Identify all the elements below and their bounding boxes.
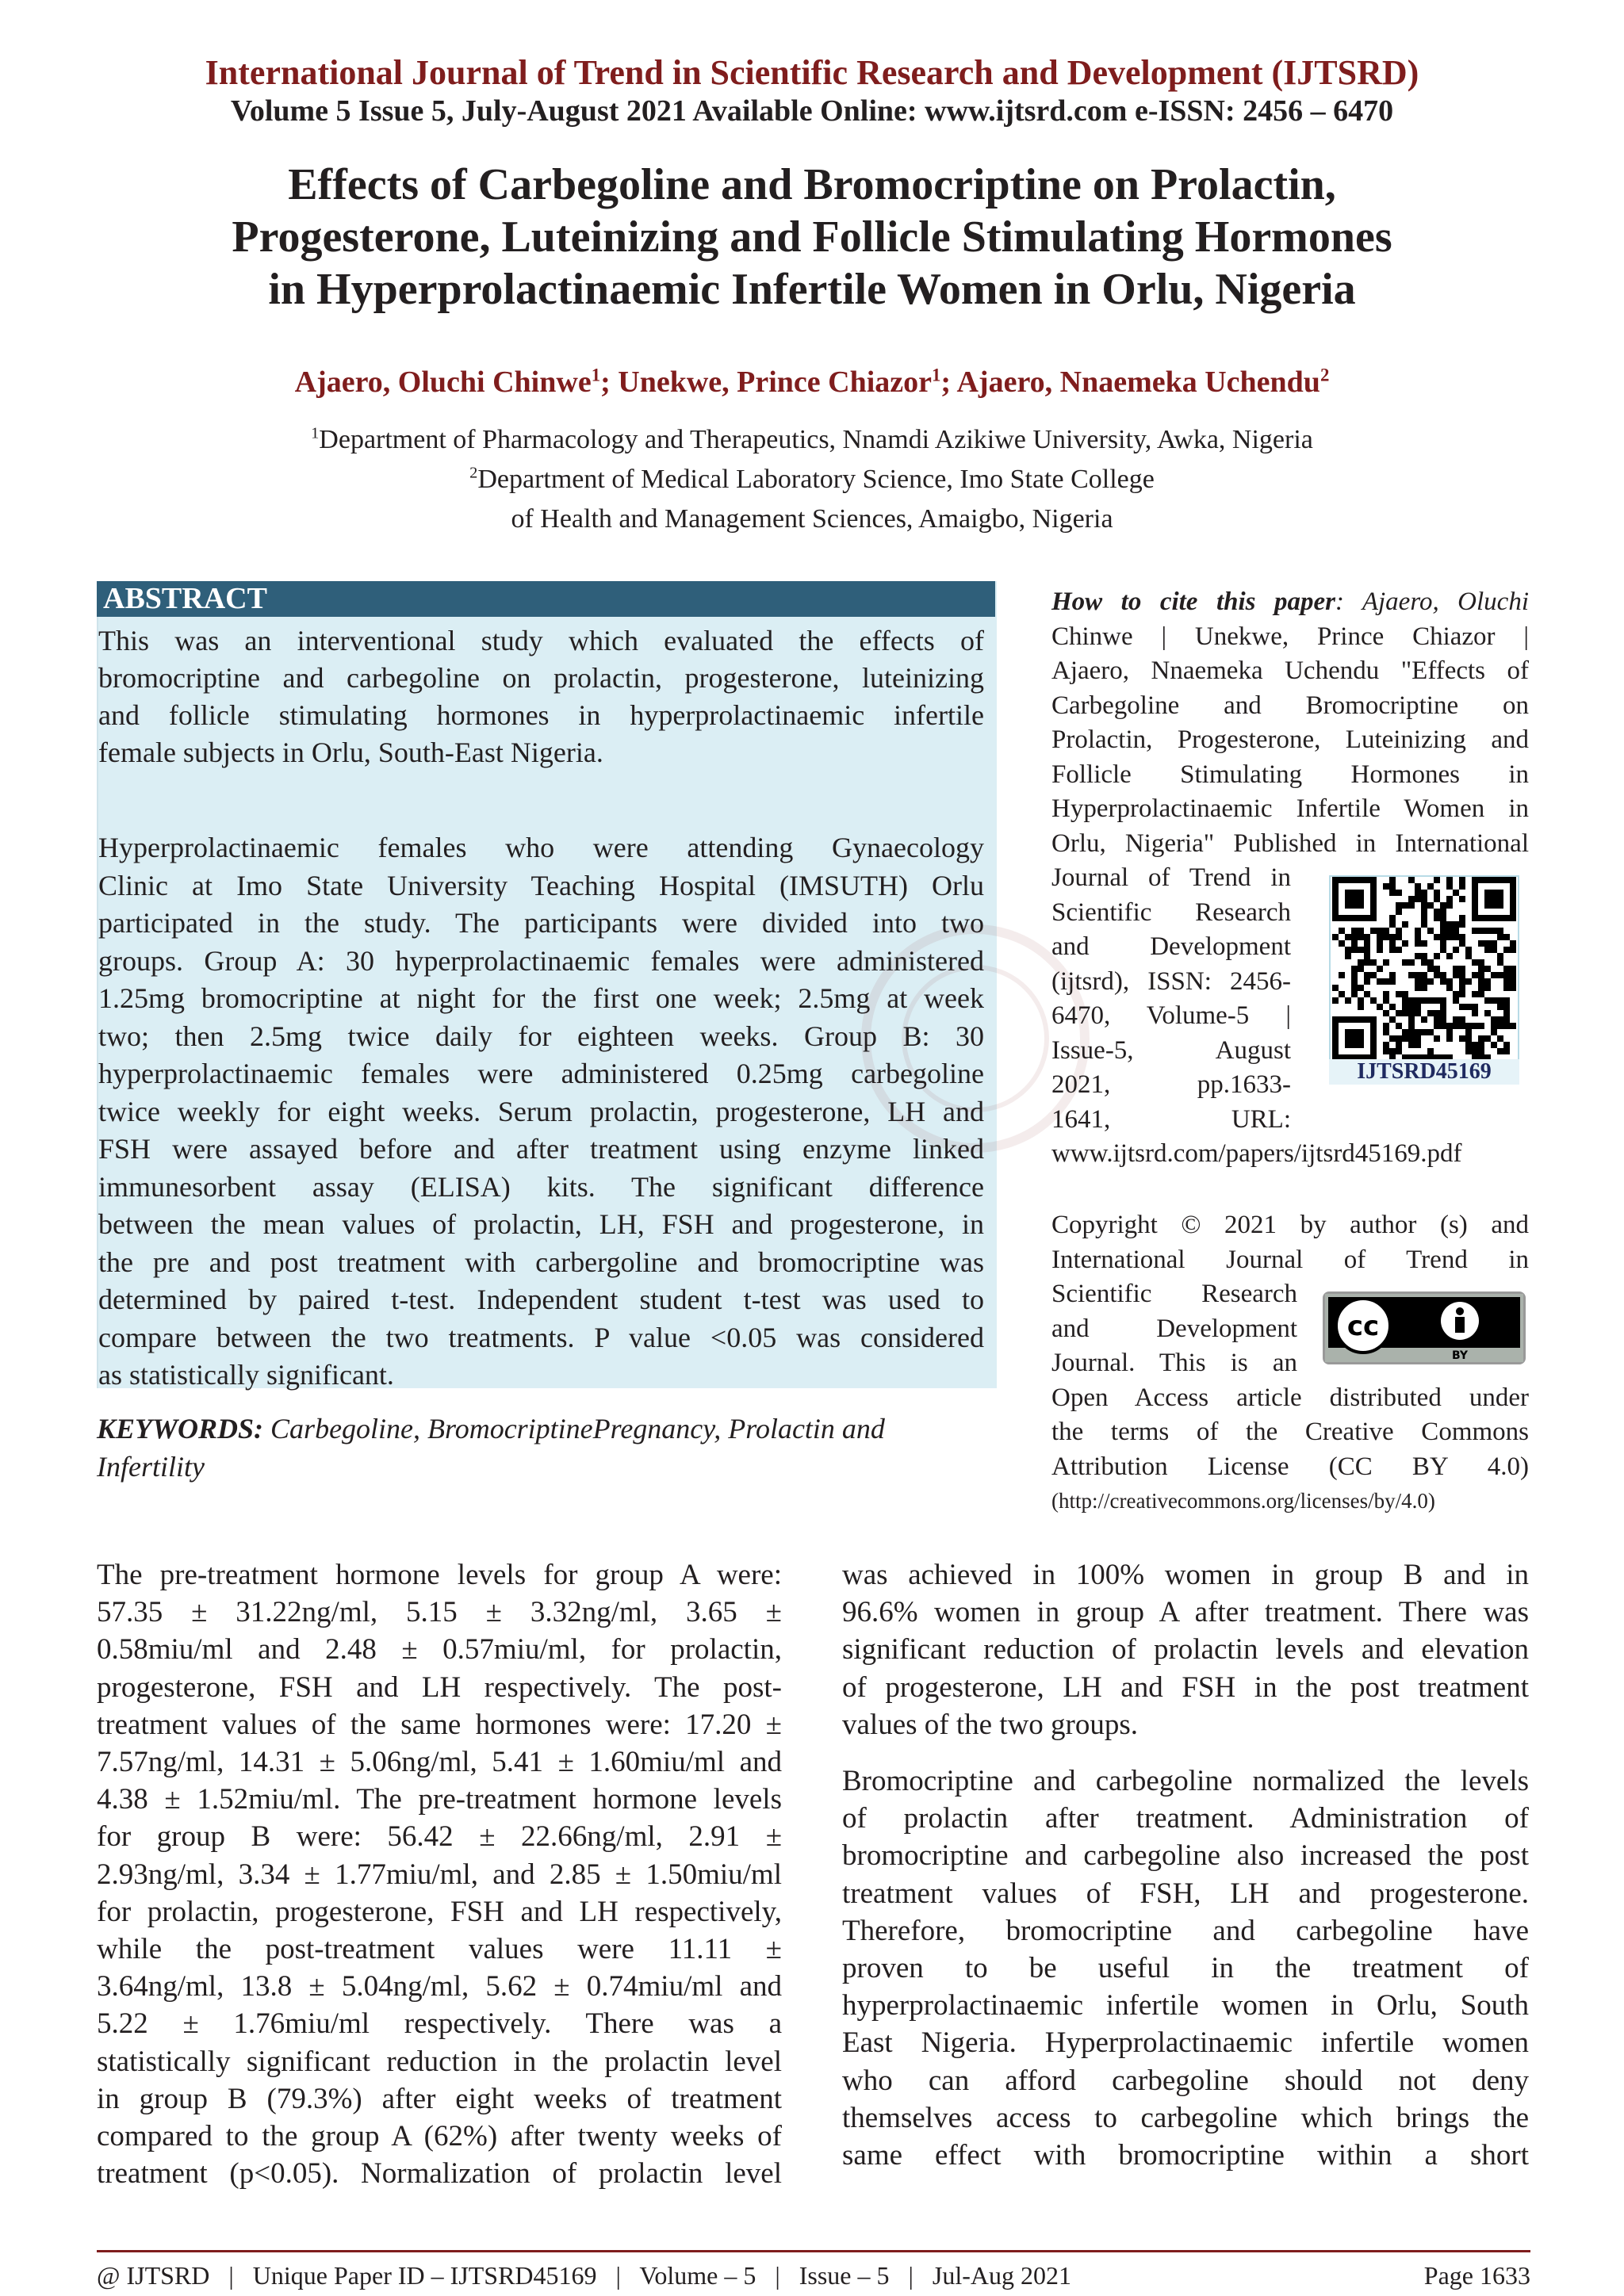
text-line: statistically significant reduction in the prolactin level [97, 2045, 782, 2078]
qr-label: IJTSRD45169 [1329, 1059, 1519, 1085]
text-line: Carbegoline and Bromocriptine on [1051, 691, 1529, 720]
author-separator: ; [940, 365, 957, 399]
text-line: The pre-treatment hormone levels for group A were: [97, 1559, 782, 1591]
text-line: This was an interventional study which evaluated the effects of [98, 625, 984, 656]
text-line: values of the two groups. [842, 1708, 1139, 1741]
affiliation: of Health and Management Sciences, Amaigbo, Nigeria [511, 504, 1113, 534]
affil-text: Department of Medical Laboratory Science, Imo State College [477, 465, 1155, 494]
citation-label: How to cite this paper [1051, 587, 1335, 616]
qr-code-icon [1331, 877, 1518, 1061]
text-line: Scientific Research [1051, 1280, 1297, 1308]
text-line: the pre and post treatment with carbergoline and bromocriptine was [98, 1246, 984, 1278]
text-line: two; then 2.5mg twice daily for eighteen weeks. Group B: 30 [98, 1020, 984, 1052]
text-line: proven to be useful in the treatment of [842, 1952, 1529, 1985]
keywords-line: Infertility [97, 1451, 205, 1483]
text-line: Hyperprolactinaemic Infertile Women in [1051, 794, 1529, 823]
text-line: Prolactin, Progesterone, Luteinizing and [1051, 725, 1529, 754]
text-line: bromocriptine and carbegoline on prolactin, progesterone, luteinizing [98, 662, 984, 694]
cc-by-badge[interactable] [1323, 1292, 1526, 1364]
text-line: and Development [1051, 1314, 1297, 1343]
text-line: was achieved in 100% women in group B and in [842, 1559, 1529, 1591]
text-line: 4.38 ± 1.52miu/ml. The pre-treatment hormone levels [97, 1783, 782, 1816]
text-line: for group B were: 56.42 ± 22.66ng/ml, 2.91 ± [97, 1820, 782, 1854]
keywords-line [97, 1410, 1001, 1448]
text-line: Journal of Trend in [1051, 863, 1291, 892]
text-line: significant reduction of prolactin levels and elevation [842, 1633, 1529, 1667]
text-line: between the mean values of prolactin, LH, FSH and progesterone, in [98, 1208, 984, 1240]
copyright-narrow [1051, 1277, 1297, 1381]
abstract-paragraph-1 [98, 622, 984, 771]
text-line: Hyperprolactinaemic females who were attending Gynaecology [98, 832, 984, 863]
keywords [97, 1410, 1001, 1486]
author-name: Ajaero, Nnaemeka Uchendu [956, 365, 1320, 399]
text-line: 1641, URL: [1051, 1104, 1291, 1134]
qr-code [1329, 875, 1519, 1069]
author-list [0, 365, 1624, 400]
text-line: twice weekly for eight weeks. Serum prolactin, progesterone, LH and [98, 1095, 984, 1127]
text-line: 2021, pp.1633- [1051, 1070, 1291, 1099]
text-line: who can afford carbegoline should not deny [842, 2064, 1529, 2097]
text-line: of progesterone, LH and FSH in the post treatment [842, 1670, 1529, 1704]
cc-mark: cc [1346, 1311, 1380, 1342]
journal-name: International Journal of Trend in Scientific Research and Development (IJTSRD) [205, 53, 1419, 92]
page-number: Page 1633 [1423, 2261, 1530, 2290]
author-name: Ajaero, Oluchi Chinwe [294, 365, 592, 399]
affil-mark: 2 [469, 464, 478, 482]
text-line: and Development [1051, 932, 1291, 961]
body-column-left [97, 1556, 782, 2192]
text-line: compare between the two treatments. P value <0.05 was considered [98, 1321, 984, 1353]
footer-rule [97, 2250, 1530, 2252]
text-line: female subjects in Orlu, South-East Nigeria. [98, 737, 603, 768]
text-line: the terms of the Creative Commons [1051, 1418, 1529, 1446]
text-line: Issue-5, August [1051, 1035, 1291, 1065]
text-line: as statistically significant. [98, 1359, 394, 1391]
text-line: 7.57ng/ml, 14.31 ± 5.06ng/ml, 5.41 ± 1.60miu/ml and [97, 1746, 782, 1779]
text-line: for prolactin, progesterone, FSH and LH respectively, [97, 1895, 782, 1928]
text-line: 3.64ng/ml, 13.8 ± 5.04ng/ml, 5.62 ± 0.74miu/ml and [97, 1970, 782, 2003]
text-line: Clinic at Imo State University Teaching Hospital (IMSUTH) Orlu [98, 869, 984, 901]
author-name: Unekwe, Prince Chiazor [618, 365, 933, 399]
cc-by-icon [1325, 1294, 1523, 1362]
text-line: FSH were assayed before and after treatment using enzyme linked [98, 1133, 984, 1165]
text-line: 0.58miu/ml and 2.48 ± 0.57miu/ml, for prolactin, [97, 1633, 782, 1667]
text-line: Scientific Research [1051, 897, 1291, 927]
text-line: in group B (79.3%) after eight weeks of treatment [97, 2082, 782, 2115]
text-line: compared to the group A (62%) after twenty weeks of [97, 2120, 782, 2153]
text-line: hyperprolactinaemic females were administered 0.25mg carbegoline [98, 1058, 984, 1089]
license-url[interactable]: (http://creativecommons.org/licenses/by/4.0) [1051, 1489, 1435, 1513]
affiliation [0, 460, 1624, 499]
text-line: immunesorbent assay (ELISA) kits. The significant difference [98, 1170, 984, 1203]
citation-colon: : Ajaero, Oluchi [1335, 587, 1529, 616]
affil-mark: 1 [311, 424, 320, 442]
abstract-heading: ABSTRACT [97, 581, 995, 617]
text-line: 1.25mg bromocriptine at night for the first one week; 2.5mg at week [98, 982, 984, 1014]
text-line: (ijtsrd), ISSN: 2456- [1051, 966, 1291, 996]
title-line: in Hyperprolactinaemic Infertile Women in Orlu, Nigeria [268, 265, 1356, 314]
keywords-label: KEYWORDS: [97, 1413, 264, 1445]
keywords-text: Carbegoline, BromocriptinePregnancy, Prolactin and [263, 1413, 885, 1445]
text-line: treatment (p<0.05). Normalization of prolactin level [97, 2157, 782, 2191]
text-line: progesterone, FSH and LH respectively. The post- [97, 1670, 782, 1704]
author-affil-mark: 1 [591, 365, 601, 385]
text-line: Attribution License (CC BY 4.0) [1051, 1452, 1529, 1481]
citation-url[interactable]: www.ijtsrd.com/papers/ijtsrd45169.pdf [1051, 1139, 1462, 1168]
text-line: themselves access to carbegoline which brings the [842, 2101, 1529, 2134]
text-line: treatment values of the same hormones were: 17.20 ± [97, 1708, 782, 1741]
author-affil-mark: 2 [1320, 365, 1330, 385]
text-line: while the post-treatment values were 11.11 ± [97, 1933, 782, 1966]
text-line: same effect with bromocriptine within a short [842, 2139, 1529, 2172]
text-line [1051, 585, 1529, 620]
abstract-paragraph-2 [98, 829, 984, 1395]
text-line: Ajaero, Nnaemeka Uchendu "Effects of [1051, 656, 1529, 685]
paper-title [79, 159, 1545, 316]
affiliation [0, 420, 1624, 460]
text-line: 57.35 ± 31.22ng/ml, 5.15 ± 3.32ng/ml, 3.65 ± [97, 1596, 782, 1629]
text-line: hyperprolactinaemic infertile women in Orlu, South [842, 1989, 1529, 2022]
text-line: bromocriptine and carbegoline also increased the post [842, 1839, 1529, 1873]
text-line: International Journal of Trend in [1051, 1245, 1529, 1274]
text-line: Therefore, bromocriptine and carbegoline have [842, 1914, 1529, 1947]
author-affil-mark: 1 [932, 365, 941, 385]
text-line: Follicle Stimulating Hormones in [1051, 760, 1529, 789]
text-line: Chinwe | Unekwe, Prince Chiazor | [1051, 622, 1529, 651]
text-line: treatment values of FSH, LH and progesterone. [842, 1877, 1529, 1910]
text-line: 2.93ng/ml, 3.34 ± 1.77miu/ml, and 2.85 ± 1.50miu/ml [97, 1858, 782, 1891]
by-mark: BY [1451, 1349, 1469, 1362]
text-line: 5.22 ± 1.76miu/ml respectively. There was a [97, 2007, 782, 2041]
citation-narrow [1051, 861, 1291, 1137]
author-separator: ; [600, 365, 619, 399]
text-line: Copyright © 2021 by author (s) and [1051, 1211, 1529, 1239]
text-line: Bromocriptine and carbegoline normalized the levels [842, 1765, 1529, 1798]
body-column-right [842, 1556, 1529, 2174]
title-line: Progesterone, Luteinizing and Follicle Stimulating Hormones [232, 212, 1392, 262]
text-line: 96.6% women in group A after treatment. There was [842, 1596, 1529, 1629]
text-line: groups. Group A: 30 hyperprolactinaemic females were administered [98, 944, 984, 977]
text-line: Orlu, Nigeria" Published in International [1051, 828, 1529, 858]
text-line: determined by paired t-test. Independent student t-test was used to [98, 1284, 984, 1315]
text-line: 6470, Volume-5 | [1051, 1001, 1291, 1030]
title-line: Effects of Carbegoline and Bromocriptine on Prolactin, [288, 160, 1336, 209]
text-line: participated in the study. The participants were divided into two [98, 907, 984, 939]
text-line: East Nigeria. Hyperprolactinaemic infertile women [842, 2026, 1529, 2060]
text-line: Journal. This is an [1051, 1349, 1297, 1377]
text-line: of prolactin after treatment. Administration of [842, 1802, 1529, 1835]
affil-text: Department of Pharmacology and Therapeutics, Nnamdi Azikiwe University, Awka, Nigeria [319, 425, 1313, 454]
journal-issue: Volume 5 Issue 5, July-August 2021 Available Online: www.ijtsrd.com e-ISSN: 2456 – 6470 [230, 94, 1394, 128]
text-line: Open Access article distributed under [1051, 1383, 1529, 1412]
footer-info: @ IJTSRD | Unique Paper ID – IJTSRD45169 | Volume – 5 | Issue – 5 | Jul-Aug 2021 [97, 2261, 1071, 2290]
page-footer [97, 2261, 1530, 2290]
text-line: and follicle stimulating hormones in hyperprolactinaemic infertile [98, 699, 984, 731]
